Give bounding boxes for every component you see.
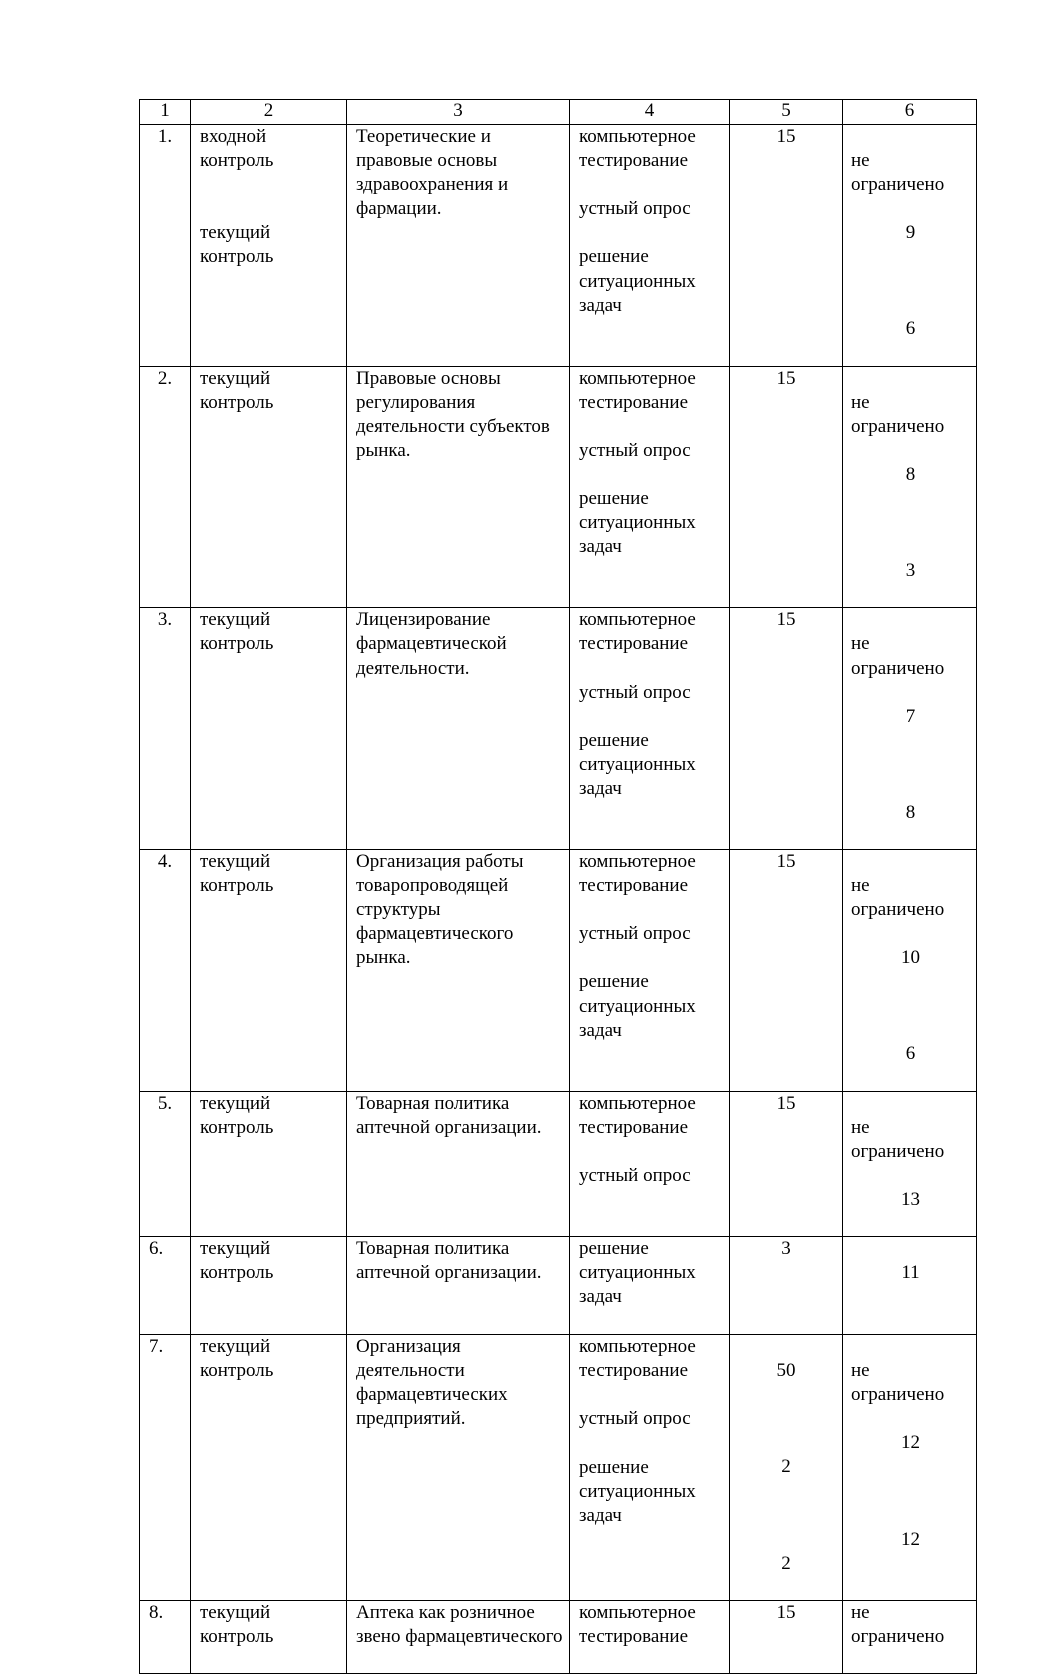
table-row [140, 608, 977, 850]
limit-text: не ограничено [851, 391, 945, 437]
header-cell-3: 3 [347, 100, 570, 125]
table-row [140, 125, 977, 367]
question-count: 15 [730, 1600, 843, 1673]
table-row [140, 1091, 977, 1236]
limit-value: 8 [905, 463, 916, 485]
topic: Товарная политика аптечной организации. [347, 1091, 570, 1236]
limit-text: не ограничено [851, 150, 945, 196]
assessment-form: компьютерное тестирование устный опрос решение ситуационных задач [570, 1335, 730, 1601]
assessment-table [139, 99, 977, 1674]
question-count: 15 [730, 608, 843, 850]
table-row [140, 1335, 977, 1601]
topic: Правовые основы регулирования деятельности субъектов рынка. [347, 366, 570, 608]
limit-value: 12 [901, 1432, 920, 1454]
control-type: текущий контроль [191, 1335, 347, 1601]
control-type: входной контроль текущий контроль [191, 125, 347, 367]
question-count: 15 [730, 1091, 843, 1236]
table-row [140, 366, 977, 608]
limit-value: 6 [905, 1043, 916, 1065]
limit-value: 8 [905, 801, 916, 823]
question-count-cell [730, 1335, 843, 1601]
header-cell-2: 2 [191, 100, 347, 125]
question-count: 2 [781, 1456, 791, 1478]
table-row [140, 849, 977, 1091]
row-number: 4. [140, 849, 191, 1091]
assessment-form: компьютерное тестирование устный опрос решение ситуационных задач [570, 608, 730, 850]
limit-text: не ограничено [851, 875, 945, 921]
limit-text: не ограничено [851, 633, 945, 679]
limit-cell [843, 608, 977, 850]
limit-cell [843, 849, 977, 1091]
control-type: текущий контроль [191, 1237, 347, 1335]
limit-value: 11 [901, 1262, 920, 1284]
limit-value: 6 [905, 318, 916, 340]
question-count: 15 [730, 125, 843, 367]
question-count: 15 [730, 849, 843, 1091]
limit-cell [843, 1237, 977, 1335]
limit-value: 9 [905, 222, 916, 244]
assessment-form: компьютерное тестирование устный опрос решение ситуационных задач [570, 366, 730, 608]
table-row [140, 1600, 977, 1673]
limit-text: не ограничено [851, 1360, 945, 1406]
row-number: 7. [140, 1335, 191, 1601]
control-type: текущий контроль [191, 1091, 347, 1236]
limit-text: не ограничено [843, 1600, 977, 1673]
row-number: 2. [140, 366, 191, 608]
assessment-form: компьютерное тестирование устный опрос [570, 1091, 730, 1236]
limit-cell [843, 366, 977, 608]
topic: Лицензирование фармацевтической деятельности. [347, 608, 570, 850]
header-cell-4: 4 [570, 100, 730, 125]
header-cell-1: 1 [140, 100, 191, 125]
limit-value: 3 [905, 560, 916, 582]
row-number: 3. [140, 608, 191, 850]
header-row [140, 100, 977, 125]
control-type: текущий контроль [191, 608, 347, 850]
topic: Товарная политика аптечной организации. [347, 1237, 570, 1335]
row-number: 1. [140, 125, 191, 367]
question-count: 2 [781, 1552, 791, 1574]
header-cell-5: 5 [730, 100, 843, 125]
limit-cell [843, 1335, 977, 1601]
question-count: 3 [730, 1237, 843, 1335]
control-type: текущий контроль [191, 366, 347, 608]
limit-value: 10 [901, 947, 920, 969]
control-type: текущий контроль [191, 849, 347, 1091]
question-count: 15 [730, 366, 843, 608]
control-type: текущий контроль [191, 1600, 347, 1673]
assessment-form: решение ситуационных задач [570, 1237, 730, 1335]
row-number: 8. [140, 1600, 191, 1673]
limit-value: 13 [901, 1188, 920, 1210]
topic: Организация работы товаропроводящей структуры фармацевтического рынка. [347, 849, 570, 1091]
assessment-form: компьютерное тестирование устный опрос решение ситуационных задач [570, 125, 730, 367]
limit-cell [843, 125, 977, 367]
limit-value: 7 [905, 705, 916, 727]
row-number: 5. [140, 1091, 191, 1236]
topic: Теоретические и правовые основы здравоохранения и фармации. [347, 125, 570, 367]
assessment-form: компьютерное тестирование [570, 1600, 730, 1673]
limit-text: не ограничено [851, 1116, 945, 1162]
topic: Аптека как розничное звено фармацевтического [347, 1600, 570, 1673]
topic: Организация деятельности фармацевтических предприятий. [347, 1335, 570, 1601]
table-row [140, 1237, 977, 1335]
assessment-form: компьютерное тестирование устный опрос решение ситуационных задач [570, 849, 730, 1091]
question-count: 50 [776, 1360, 796, 1382]
limit-value: 12 [901, 1528, 920, 1550]
limit-cell [843, 1091, 977, 1236]
header-cell-6: 6 [843, 100, 977, 125]
row-number: 6. [140, 1237, 191, 1335]
